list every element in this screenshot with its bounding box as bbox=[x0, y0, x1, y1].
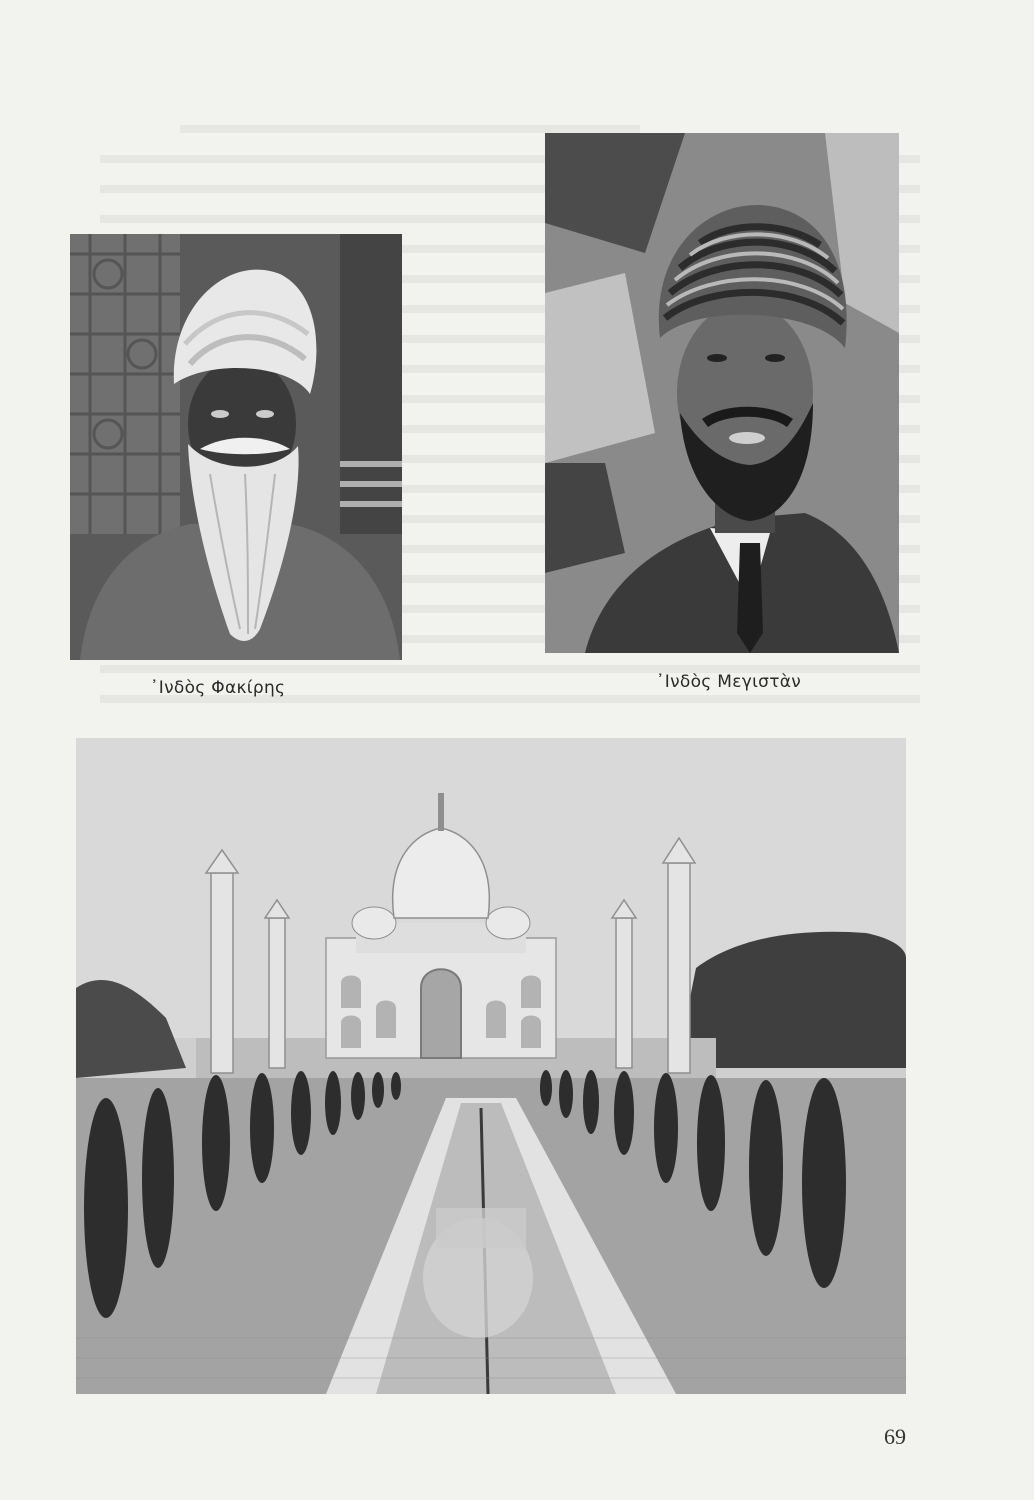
fakir-photo bbox=[70, 234, 402, 660]
taj-mahal-photo bbox=[76, 738, 906, 1394]
fakir-caption: ᾿Ινδὸς Φακίρης bbox=[150, 678, 286, 698]
dignitary-caption: ᾿Ινδὸς Μεγιστὰν bbox=[656, 672, 802, 692]
page-number: 69 bbox=[884, 1424, 906, 1449]
dignitary-photo bbox=[545, 133, 899, 653]
